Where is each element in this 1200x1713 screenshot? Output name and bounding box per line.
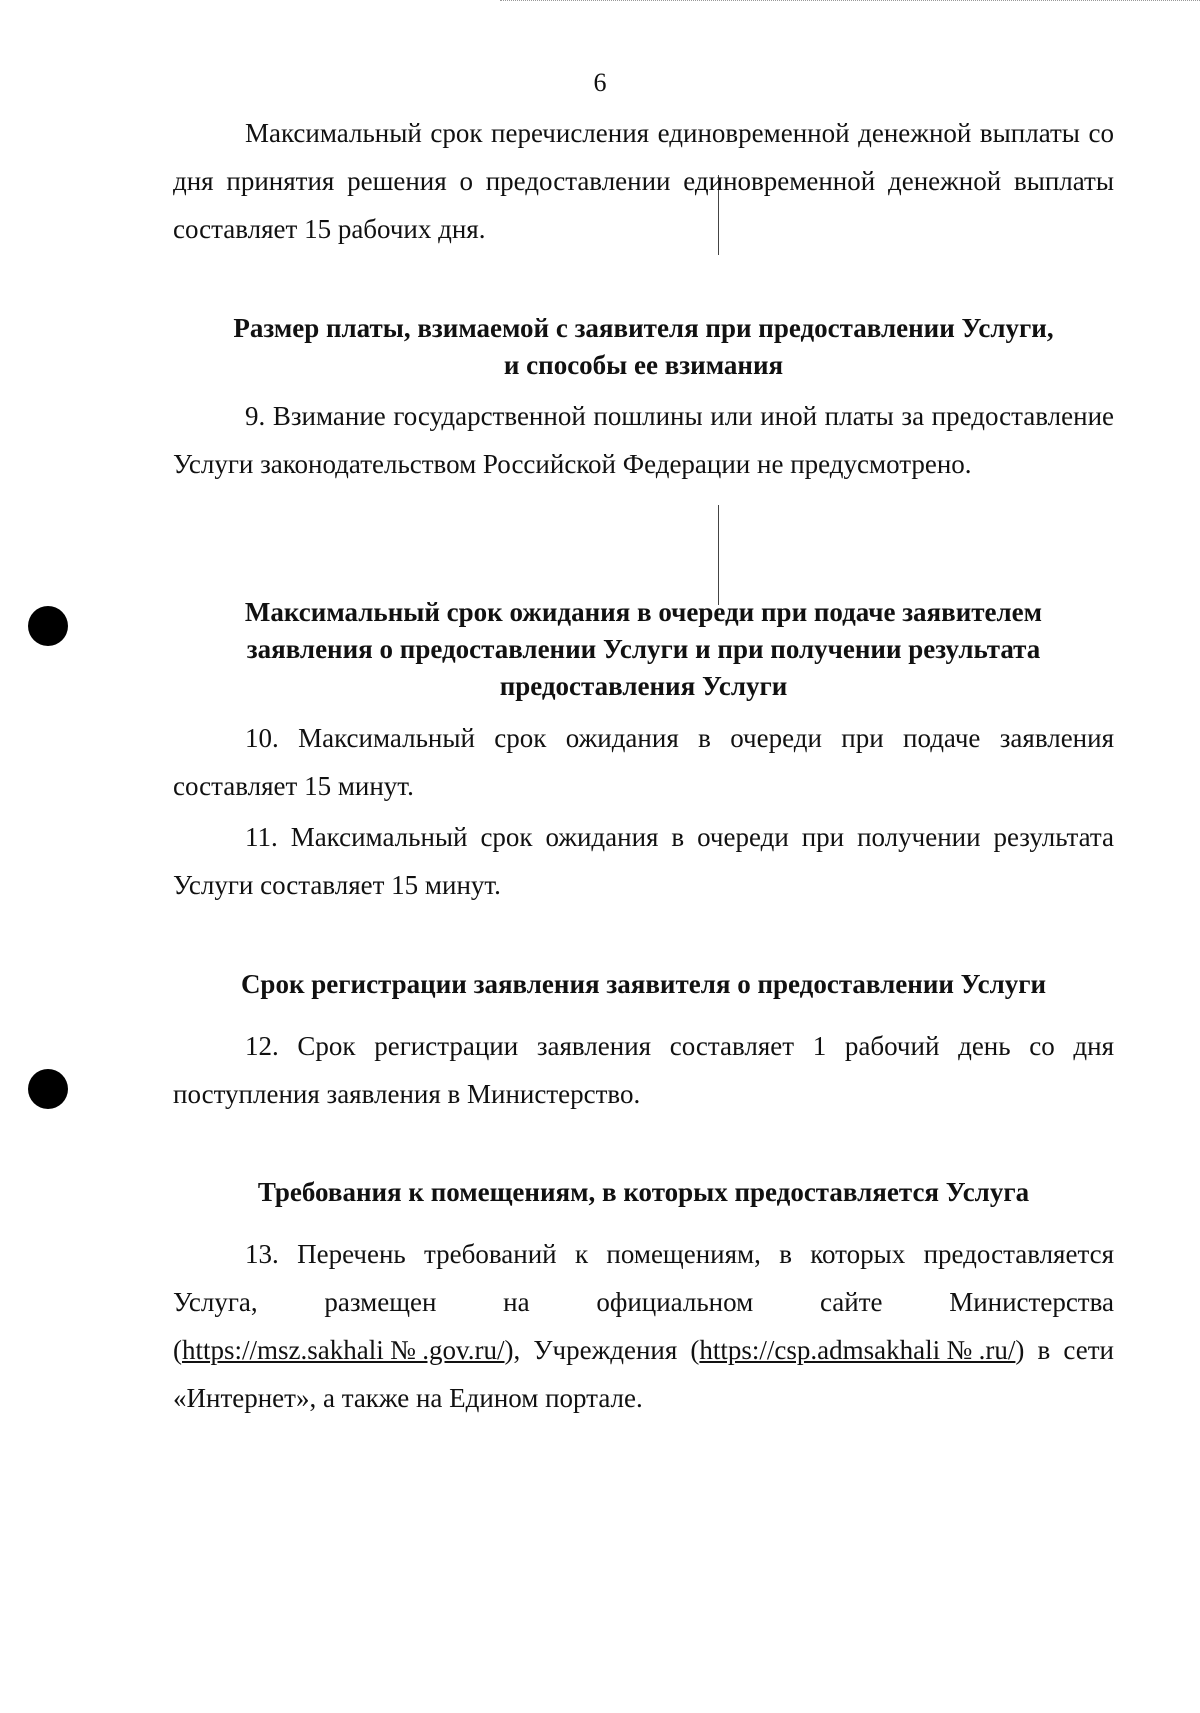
- item-10: [173, 714, 1114, 810]
- item-text: 13. Перечень требований к помещениям, в которых предоставляется Услуга, размещен на официальном сайте Министерства (: [173, 1239, 1114, 1365]
- item-text: 12. Срок регистрации заявления составляет 1 рабочий день со дня поступления заявления в Министерство.: [173, 1031, 1114, 1109]
- scan-edge-rule: [500, 0, 1200, 2]
- paragraph-text: Максимальный срок перечисления единовременной денежной выплаты со дня принятия решения о предоставлении единовременной денежной выплаты составляет 15 рабочих дня.: [173, 118, 1114, 244]
- item-9: [173, 392, 1114, 488]
- item-text: 10. Максимальный срок ожидания в очереди при подаче заявления составляет 15 минут.: [173, 723, 1114, 801]
- item-11: [173, 813, 1114, 909]
- item-text: 9. Взимание государственной пошлины или иной платы за предоставление Услуги законодательством Российской Федерации не предусмотрено.: [173, 401, 1114, 479]
- paragraph-payment-term: [173, 109, 1114, 253]
- section-heading-fee: Размер платы, взимаемой с заявителя при предоставлении Услуги, и способы ее взимания: [233, 313, 1054, 380]
- section-heading-premises: Требования к помещениям, в которых предоставляется Услуга: [257, 1177, 1030, 1207]
- scan-artifact-line: [718, 505, 719, 605]
- section-heading-registration: Срок регистрации заявления заявителя о предоставлении Услуги: [240, 969, 1047, 999]
- item-13: [173, 1230, 1114, 1422]
- item-12: [173, 1022, 1114, 1118]
- section-heading-queue: Максимальный срок ожидания в очереди при подаче заявителем заявления о предоставлении Услуги и при получении результата предоставления Услуги: [244, 597, 1043, 701]
- punch-hole-mark: [28, 606, 68, 646]
- item-text: ), Учреждения (: [504, 1335, 700, 1365]
- item-text: ) в сети «Интернет», а также на Едином портале.: [173, 1335, 1114, 1413]
- ministry-website-link[interactable]: https://msz.sakhali№.gov.ru/: [182, 1335, 505, 1365]
- item-text: 11. Максимальный срок ожидания в очереди при получении результата Услуги составляет 15 минут.: [173, 822, 1114, 900]
- punch-hole-mark: [28, 1069, 68, 1109]
- page-number: 6: [593, 68, 607, 97]
- institution-website-link[interactable]: https://csp.admsakhali№.ru/: [699, 1335, 1016, 1365]
